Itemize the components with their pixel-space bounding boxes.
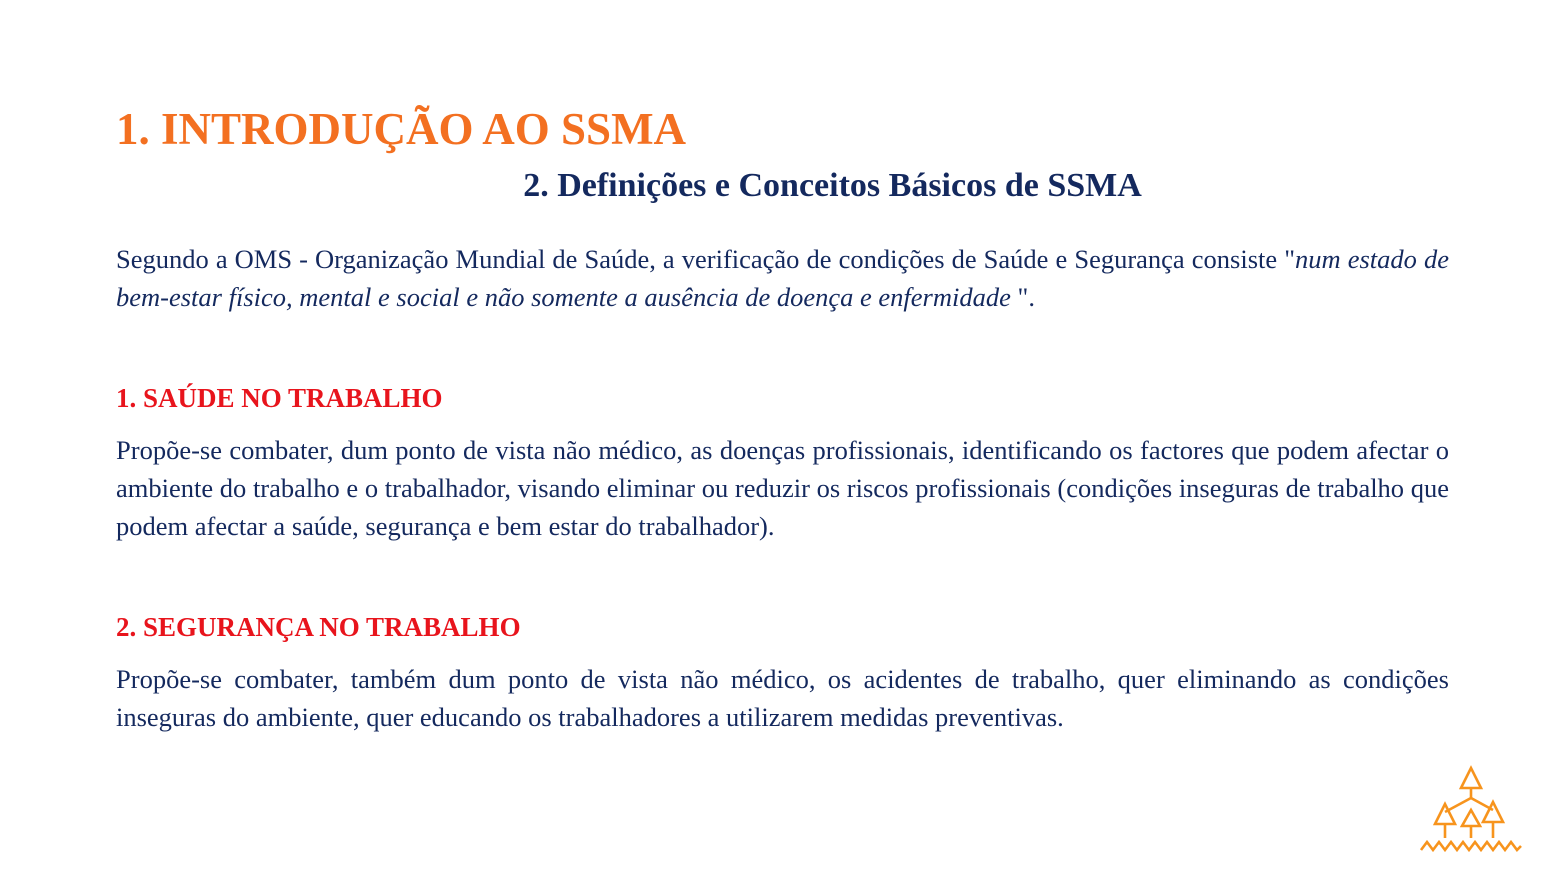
section-body-health: Propõe-se combater, dum ponto de vista não médico, as doenças profissionais, identificando os factores que podem afectar o ambiente do trabalho e o trabalhador, visando eliminar ou reduzir os riscos profissionais (condições inseguras de trabalho que podem afectar a saúde, segurança e bem estar do trabalhador). [116,435,1449,541]
section-body-safety: Propõe-se combater, também dum ponto de vista não médico, os acidentes de trabalho, quer eliminando as condições inseguras do ambiente, quer educando os trabalhadores a utilizarem medidas preventivas. [116,664,1449,732]
page-subtitle: 2. Definições e Conceitos Básicos de SSMA [523,167,1142,204]
intro-text-end: ". [1010,282,1035,312]
intro-text: Segundo a OMS - Organização Mundial de Saúde, a verificação de condições de Saúde e Segurança consiste " [116,244,1296,274]
section-heading-health: 1. SAÚDE NO TRABALHO [116,383,443,413]
intro-quote: num estado de bem-estar físico, mental e social e não somente a ausência de doença e enfermidade [116,244,1450,312]
section-heading-safety: 2. SEGURANÇA NO TRABALHO [116,612,521,642]
page-title: 1. INTRODUÇÃO AO SSMA [116,104,687,154]
intro-paragraph [116,240,1449,316]
triangle-network-logo-icon [1418,764,1524,856]
